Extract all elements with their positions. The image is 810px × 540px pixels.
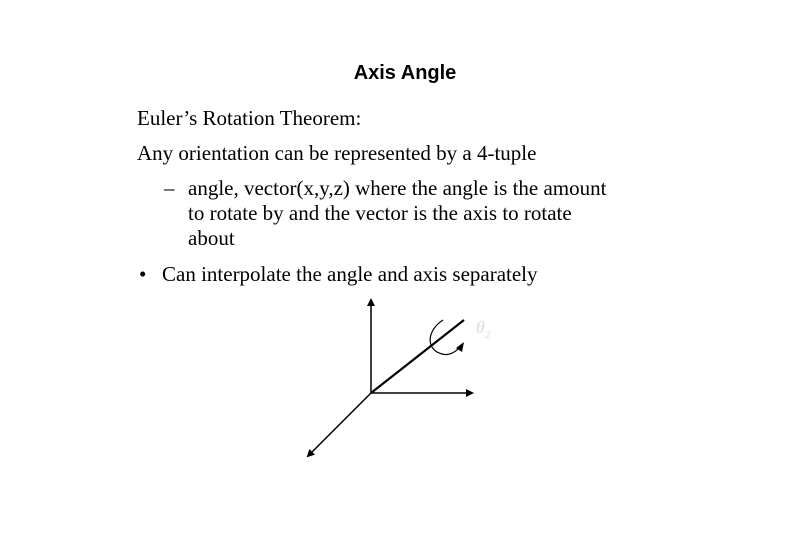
rotation-axis-vector xyxy=(371,320,464,393)
slide-title: Axis Angle xyxy=(353,62,457,84)
bullet-marker: • xyxy=(139,262,147,286)
angle-label xyxy=(476,317,491,341)
theorem-statement: Any orientation can be represented by a 4-tuple xyxy=(137,141,537,165)
dash-marker: – xyxy=(164,176,175,200)
dash-text-line-1: angle, vector(x,y,z) where the angle is the amount xyxy=(188,176,607,200)
dash-text-line-3: about xyxy=(188,226,235,250)
theorem-heading: Euler’s Rotation Theorem: xyxy=(137,106,362,130)
angle-subscript: 2 xyxy=(484,329,491,341)
dash-text-line-2: to rotate by and the vector is the axis to rotate xyxy=(188,201,572,225)
bullet-text: Can interpolate the angle and axis separately xyxy=(162,262,538,286)
angle-symbol: θ xyxy=(476,317,485,337)
z-axis xyxy=(308,393,371,456)
